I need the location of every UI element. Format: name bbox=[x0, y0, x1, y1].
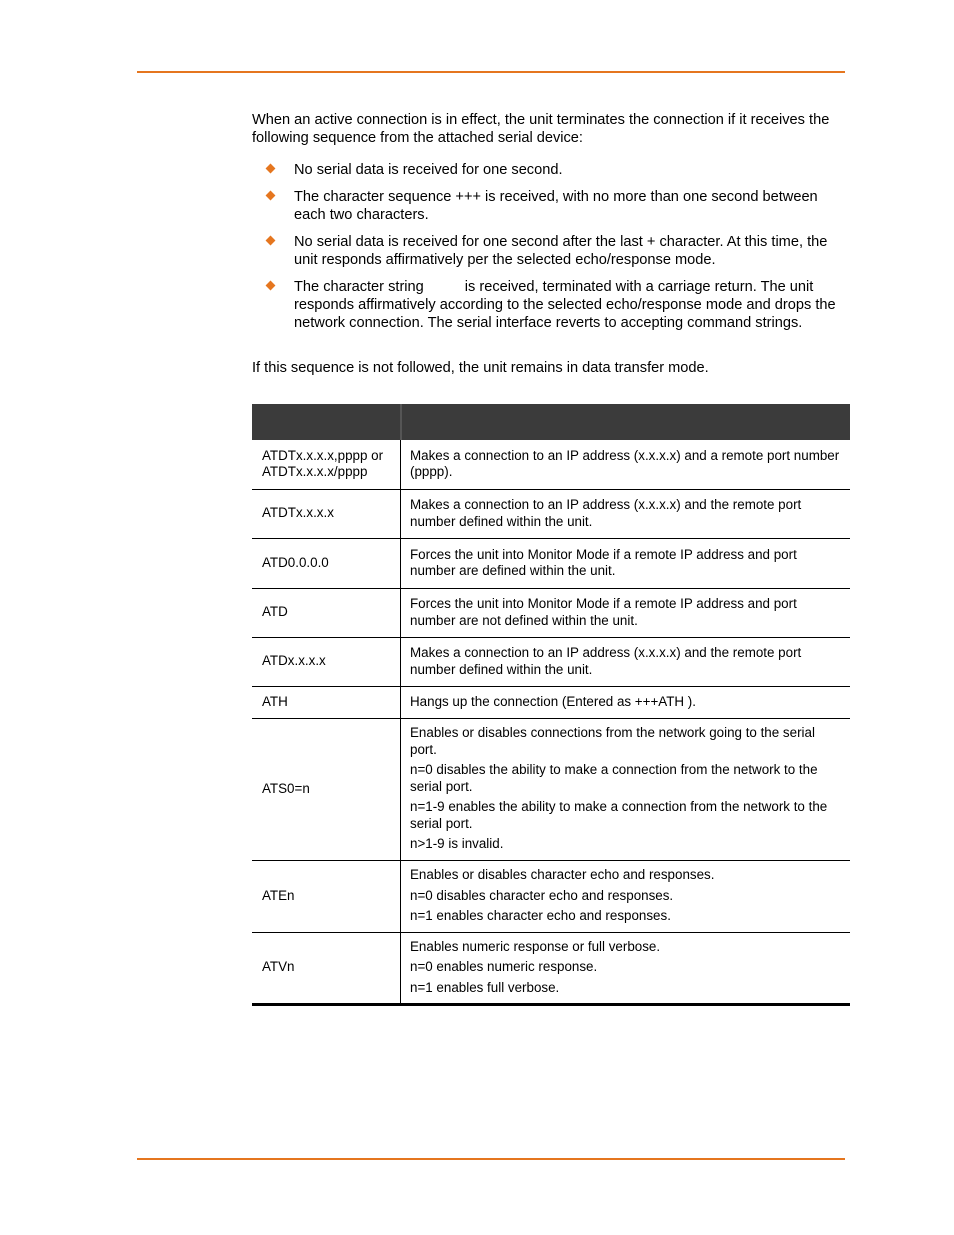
description-line: Enables numeric response or full verbose. bbox=[410, 938, 661, 954]
description-cell bbox=[401, 440, 851, 489]
description-line: Enables or disables character echo and responses. bbox=[410, 867, 715, 883]
table-row bbox=[252, 440, 850, 489]
diamond-bullet-icon bbox=[266, 236, 276, 246]
description-cell bbox=[401, 860, 851, 932]
description-line: Hangs up the connection (Entered as +++ATH ). bbox=[410, 693, 696, 709]
command-cell: ATS0=n bbox=[252, 718, 401, 860]
table-row bbox=[252, 637, 850, 686]
command-cell: ATDx.x.x.x bbox=[252, 637, 401, 686]
table-row bbox=[252, 489, 850, 538]
command-cell: ATH bbox=[252, 686, 401, 718]
description-cell bbox=[401, 718, 851, 860]
table-header-description bbox=[401, 404, 851, 440]
table-header-command bbox=[252, 404, 401, 440]
diamond-bullet-icon bbox=[266, 191, 276, 201]
command-cell: ATDTx.x.x.x,pppp or ATDTx.x.x.x/pppp bbox=[252, 440, 401, 489]
description-line: Forces the unit into Monitor Mode if a remote IP address and port number are not defined within the unit. bbox=[410, 596, 797, 628]
description-line: n=0 disables character echo and responses. bbox=[410, 887, 674, 903]
description-line: n=1 enables full verbose. bbox=[410, 979, 560, 995]
bullet-item: No serial data is received for one second after the last + character. At this time, the unit responds affirmatively per the selected echo/response mode. bbox=[252, 233, 852, 269]
table-row bbox=[252, 932, 850, 1004]
diamond-bullet-icon bbox=[266, 281, 276, 291]
command-cell: ATD0.0.0.0 bbox=[252, 538, 401, 588]
description-line: n=0 disables the ability to make a connection from the network to the serial port. bbox=[410, 762, 818, 794]
intro-paragraph: When an active connection is in effect, the unit terminates the connection if it receives the following sequence from the attached serial device: bbox=[252, 112, 830, 146]
table-header-row bbox=[252, 404, 850, 440]
description-cell bbox=[401, 489, 851, 538]
bullet-item: No serial data is received for one second. bbox=[252, 161, 852, 179]
description-line: Makes a connection to an IP address (x.x.x.x) and the remote port number defined within the unit. bbox=[410, 645, 802, 677]
description-line: Forces the unit into Monitor Mode if a remote IP address and port number are defined within the unit. bbox=[410, 546, 797, 578]
header-rule bbox=[137, 71, 845, 73]
bullet-item: The character string is received, terminated with a carriage return. The unit responds affirmatively according to the selected echo/response mode and drops the network connection. The serial interface reverts to accepting command strings. bbox=[252, 278, 852, 332]
description-cell bbox=[401, 538, 851, 588]
table-body bbox=[252, 440, 850, 1004]
body-content bbox=[252, 111, 852, 341]
description-line: n=1 enables character echo and responses. bbox=[410, 908, 671, 924]
description-line: Makes a connection to an IP address (x.x.x.x) and a remote port number (pppp). bbox=[410, 447, 840, 480]
description-line: n>1-9 is invalid. bbox=[410, 836, 504, 852]
footer-rule bbox=[137, 1158, 845, 1160]
table-row bbox=[252, 588, 850, 637]
description-cell bbox=[401, 637, 851, 686]
command-cell: ATD bbox=[252, 588, 401, 637]
table-row bbox=[252, 686, 850, 718]
bullet-item: The character sequence +++ is received, with no more than one second between each two characters. bbox=[252, 188, 852, 224]
description-line: Enables or disables connections from the network going to the serial port. bbox=[410, 725, 815, 757]
description-line: n=1-9 enables the ability to make a connection from the network to the serial port. bbox=[410, 799, 828, 831]
command-cell: ATVn bbox=[252, 932, 401, 1004]
description-line: n=0 enables numeric response. bbox=[410, 959, 598, 975]
description-cell bbox=[401, 588, 851, 637]
at-command-table bbox=[252, 404, 850, 1006]
description-cell bbox=[401, 932, 851, 1004]
command-cell: ATEn bbox=[252, 860, 401, 932]
diamond-bullet-icon bbox=[266, 164, 276, 174]
termination-bullet-list bbox=[252, 161, 852, 332]
description-line: Makes a connection to an IP address (x.x.x.x) and the remote port number defined within the unit. bbox=[410, 497, 802, 529]
table-row bbox=[252, 538, 850, 588]
table-row bbox=[252, 860, 850, 932]
table-row bbox=[252, 718, 850, 860]
command-cell: ATDTx.x.x.x bbox=[252, 489, 401, 538]
closing-paragraph: If this sequence is not followed, the unit remains in data transfer mode. bbox=[252, 360, 709, 376]
description-cell bbox=[401, 686, 851, 718]
